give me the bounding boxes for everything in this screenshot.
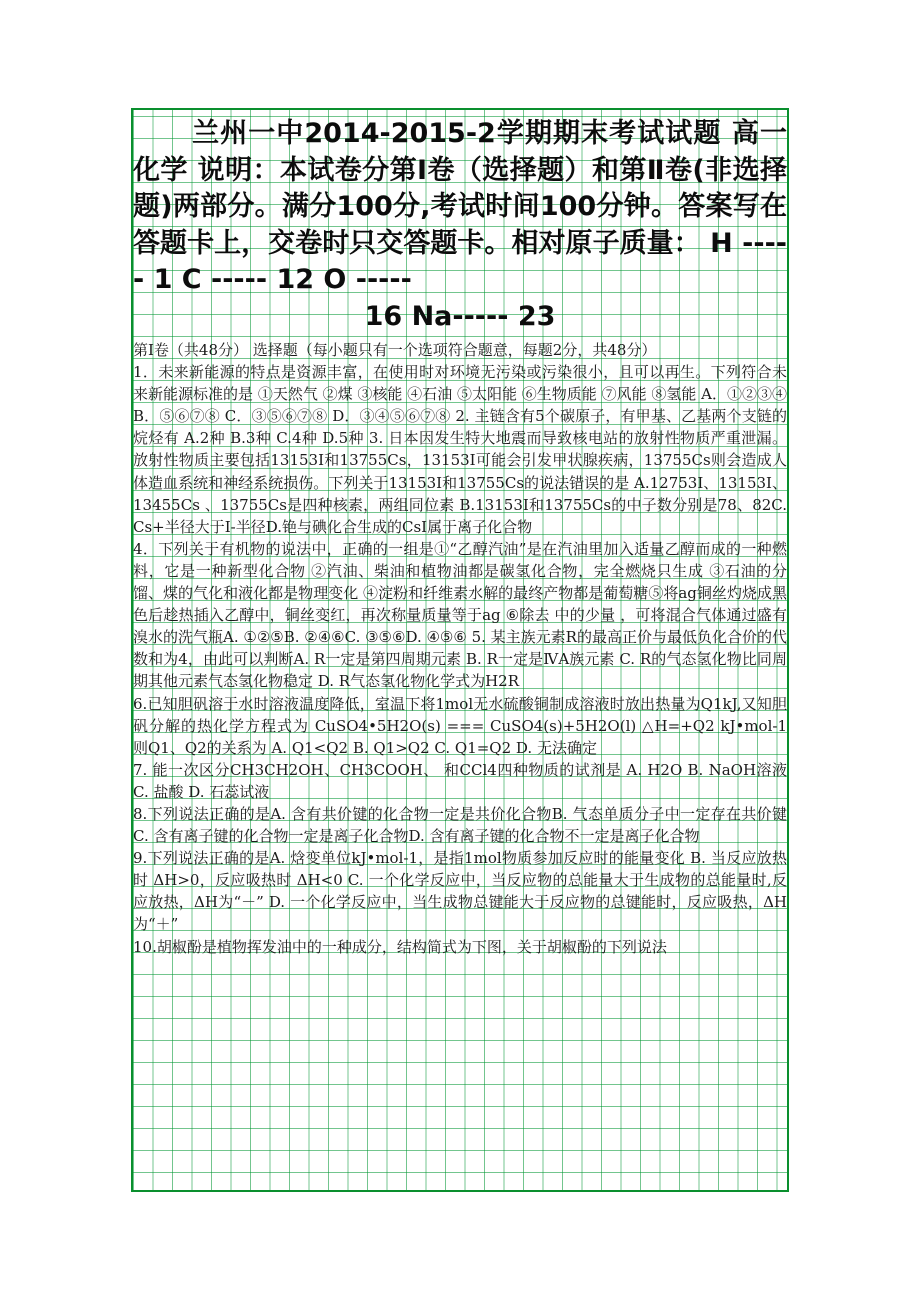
question-8: 8.下列说法正确的是A. 含有共价键的化合物一定是共价化合物B. 气态单质分子中一定存在共价键C. 含有离子键的化合物一定是离子化合物D. 含有离子键的化合物不一定是离子化合物 [133,804,787,846]
question-4-5: 4．下列关于有机物的说法中，正确的一组是①“乙醇汽油”是在汽油里加入适量乙醇而成的一种燃料，它是一种新型化合物 ②汽油、柴油和植物油都是碳氢化合物，完全燃烧只生成 ③石油的分馏、煤的气化和液化都是物理变化 ④淀粉和纤维素水解的最终产物都是葡萄糖⑤将ag铜丝灼烧成黑色后趁热插入乙醇中，铜丝变红，再次称量质量等于ag ⑥除去 中的少量 ，可将混合气体通过盛有溴水的洗气瓶A. ①②⑤B. ②④⑥C. ③⑤⑥D. ④⑤⑥ 5. 某主族元素R的最高正价与最低负化合价的代数和为4，由此可以判断A. R一定是第四周期元素 B. R一定是ⅣA族元素 C. R的气态氢化物比同周期其他元素气态氢化物稳定 D. R气态氢化物化学式为H2R [133,539,787,691]
question-1-3: 1．未来新能源的特点是资源丰富，在使用时对环境无污染或污染很小，且可以再生。下列符合未来新能源标准的是 ①天然气 ②煤 ③核能 ④石油 ⑤太阳能 ⑥生物质能 ⑦风能 ⑧氢能 A．①②③④ B．⑤⑥⑦⑧ C．③⑤⑥⑦⑧ D．③④⑤⑥⑦⑧ 2. 主链含有5个碳原子，有甲基、乙基两个支链的烷烃有 A.2种 B.3种 C.4种 D.5种 3. 日本因发生特大地震而导致核电站的放射性物质严重泄漏。放射性物质主要包括13153I和13755Cs，13153I可能会引发甲状腺疾病，13755Cs则会造成人体造血系统和神经系统损伤。下列关于13153I和13755Cs的说法错误的是 A.12753I、13153I、13455Cs 、13755Cs是四种核素，两组同位素 B.13153I和13755Cs的中子数分别是78、82C.Cs+半径大于I-半径D.铯与碘化合生成的CsI属于离子化合物 [133,363,787,536]
exam-title: 兰州一中2014-2015-2学期期末考试试题 高一化学 说明：本试卷分第Ⅰ卷（选择题）和第Ⅱ卷(非选择题)两部分。满分100分,考试时间100分钟。答案写在答题卡上，交卷时只交答题卡。相对原子质量： H ----- 1 C ----- 12 O ----- [133,118,787,295]
exam-body [133,339,787,958]
exam-header [133,110,787,335]
question-7: 7. 能一次区分CH3CH2OH、CH3COOH、 和CCl4四种物质的试剂是 A. H2O B. NaOH溶液 C. 盐酸 D. 石蕊试液 [133,760,787,801]
exam-page [131,108,789,1192]
atomic-mass-line: 16 Na----- 23 [364,300,556,332]
section-heading: 第Ⅰ卷（共48分） 选择题（每小题只有一个选项符合题意，每题2分，共48分） [133,341,657,359]
question-10: 10.胡椒酚是植物挥发油中的一种成分，结构简式为下图，关于胡椒酚的下列说法 [133,937,667,956]
question-9: 9.下列说法正确的是A. 焓变单位kJ•mol-1，是指1mol物质参加反应时的能量变化 B. 当反应放热时 ΔH>0，反应吸热时 ΔH<0 C. 一个化学反应中，当反应物的总能量大于生成物的总能量时,反应放热，ΔH为“－” D. 一个化学反应中，当生成物总键能大于反应物的总键能时，反应吸热，ΔH为“＋” [133,849,787,934]
question-6: 6.已知胆矾溶于水时溶液温度降低，室温下将1mol无水硫酸铜制成溶液时放出热量为Q1kJ,又知胆矾分解的热化学方程式为 CuSO4•5H2O(s) === CuSO4(s)+5H2O(l) △H=+Q2 kJ•mol-1 则Q1、Q2的关系为 A. Q1<Q2 B. Q1>Q2 C. Q1=Q2 D. 无法确定 [133,694,787,757]
